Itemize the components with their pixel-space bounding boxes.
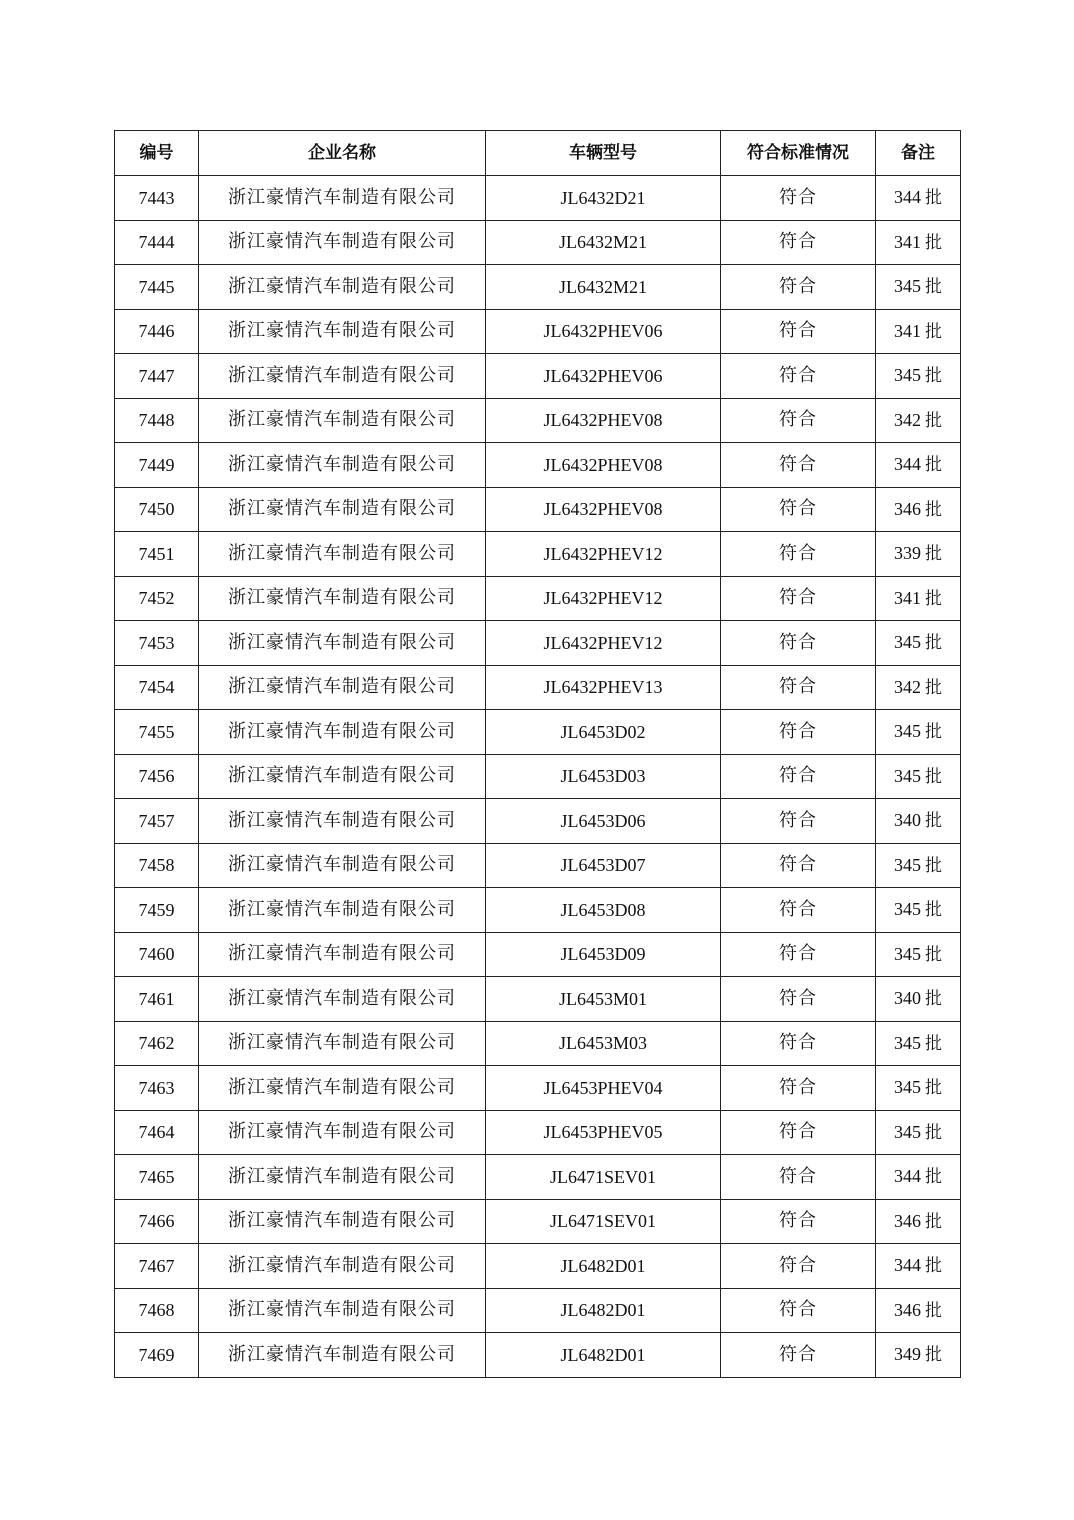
cell-model: JL6453D06 bbox=[486, 799, 721, 844]
cell-company: 浙江豪情汽车制造有限公司 bbox=[199, 176, 486, 221]
batch-number: 345 bbox=[894, 1032, 921, 1053]
cell-status: 符合 bbox=[721, 1333, 876, 1378]
table-row bbox=[115, 1155, 961, 1200]
cell-status: 符合 bbox=[721, 1288, 876, 1333]
cell-id: 7452 bbox=[115, 576, 199, 621]
cell-status: 符合 bbox=[721, 710, 876, 755]
batch-unit: 批 bbox=[925, 900, 942, 921]
cell-id: 7461 bbox=[115, 977, 199, 1022]
cell-status: 符合 bbox=[721, 354, 876, 399]
cell-id: 7451 bbox=[115, 532, 199, 577]
batch-number: 344 bbox=[894, 454, 921, 475]
table-row bbox=[115, 443, 961, 488]
cell-model: JL6432PHEV08 bbox=[486, 487, 721, 532]
cell-company: 浙江豪情汽车制造有限公司 bbox=[199, 710, 486, 755]
batch-number: 342 bbox=[894, 409, 921, 430]
cell-company: 浙江豪情汽车制造有限公司 bbox=[199, 888, 486, 933]
batch-unit: 批 bbox=[925, 1122, 942, 1143]
cell-note bbox=[876, 176, 961, 221]
cell-status: 符合 bbox=[721, 398, 876, 443]
batch-unit: 批 bbox=[925, 588, 942, 609]
batch-number: 344 bbox=[894, 1255, 921, 1276]
cell-note bbox=[876, 576, 961, 621]
cell-company: 浙江豪情汽车制造有限公司 bbox=[199, 1110, 486, 1155]
cell-id: 7448 bbox=[115, 398, 199, 443]
table-row bbox=[115, 309, 961, 354]
table-row bbox=[115, 220, 961, 265]
table-row bbox=[115, 1199, 961, 1244]
cell-status: 符合 bbox=[721, 1066, 876, 1111]
table-row bbox=[115, 265, 961, 310]
batch-number: 346 bbox=[894, 1210, 921, 1231]
cell-id: 7462 bbox=[115, 1021, 199, 1066]
batch-unit: 批 bbox=[925, 855, 942, 876]
cell-company: 浙江豪情汽车制造有限公司 bbox=[199, 932, 486, 977]
batch-unit: 批 bbox=[925, 677, 942, 698]
cell-company: 浙江豪情汽车制造有限公司 bbox=[199, 799, 486, 844]
cell-model: JL6432PHEV12 bbox=[486, 576, 721, 621]
batch-number: 346 bbox=[894, 1299, 921, 1320]
header-model: 车辆型号 bbox=[486, 131, 721, 176]
cell-model: JL6453PHEV05 bbox=[486, 1110, 721, 1155]
header-id: 编号 bbox=[115, 131, 199, 176]
cell-id: 7469 bbox=[115, 1333, 199, 1378]
cell-company: 浙江豪情汽车制造有限公司 bbox=[199, 665, 486, 710]
table-body bbox=[115, 176, 961, 1378]
vehicle-compliance-table bbox=[114, 130, 961, 1378]
cell-id: 7464 bbox=[115, 1110, 199, 1155]
cell-id: 7453 bbox=[115, 621, 199, 666]
cell-model: JL6432PHEV08 bbox=[486, 398, 721, 443]
cell-note bbox=[876, 1199, 961, 1244]
cell-note bbox=[876, 1288, 961, 1333]
cell-model: JL6453PHEV04 bbox=[486, 1066, 721, 1111]
batch-number: 341 bbox=[894, 231, 921, 252]
cell-note bbox=[876, 398, 961, 443]
cell-model: JL6432PHEV13 bbox=[486, 665, 721, 710]
cell-company: 浙江豪情汽车制造有限公司 bbox=[199, 576, 486, 621]
table-row bbox=[115, 754, 961, 799]
cell-note bbox=[876, 220, 961, 265]
cell-company: 浙江豪情汽车制造有限公司 bbox=[199, 1155, 486, 1200]
batch-unit: 批 bbox=[925, 544, 942, 565]
cell-id: 7457 bbox=[115, 799, 199, 844]
batch-unit: 批 bbox=[925, 366, 942, 387]
cell-status: 符合 bbox=[721, 799, 876, 844]
cell-company: 浙江豪情汽车制造有限公司 bbox=[199, 443, 486, 488]
cell-status: 符合 bbox=[721, 932, 876, 977]
cell-company: 浙江豪情汽车制造有限公司 bbox=[199, 1066, 486, 1111]
batch-number: 349 bbox=[894, 1344, 921, 1365]
table-row bbox=[115, 977, 961, 1022]
batch-unit: 批 bbox=[925, 944, 942, 965]
table-row bbox=[115, 1333, 961, 1378]
batch-number: 342 bbox=[894, 676, 921, 697]
cell-model: JL6432PHEV08 bbox=[486, 443, 721, 488]
cell-status: 符合 bbox=[721, 1021, 876, 1066]
cell-model: JL6453D02 bbox=[486, 710, 721, 755]
batch-unit: 批 bbox=[925, 321, 942, 342]
cell-company: 浙江豪情汽车制造有限公司 bbox=[199, 621, 486, 666]
table-row bbox=[115, 843, 961, 888]
header-company: 企业名称 bbox=[199, 131, 486, 176]
batch-unit: 批 bbox=[925, 1167, 942, 1188]
cell-status: 符合 bbox=[721, 754, 876, 799]
cell-company: 浙江豪情汽车制造有限公司 bbox=[199, 1333, 486, 1378]
batch-unit: 批 bbox=[925, 1211, 942, 1232]
cell-company: 浙江豪情汽车制造有限公司 bbox=[199, 532, 486, 577]
cell-status: 符合 bbox=[721, 176, 876, 221]
cell-note bbox=[876, 1333, 961, 1378]
table-row bbox=[115, 354, 961, 399]
cell-company: 浙江豪情汽车制造有限公司 bbox=[199, 220, 486, 265]
cell-id: 7445 bbox=[115, 265, 199, 310]
table-row bbox=[115, 621, 961, 666]
batch-unit: 批 bbox=[925, 1345, 942, 1366]
cell-status: 符合 bbox=[721, 843, 876, 888]
batch-number: 346 bbox=[894, 498, 921, 519]
batch-unit: 批 bbox=[925, 277, 942, 298]
cell-note bbox=[876, 932, 961, 977]
cell-note bbox=[876, 1110, 961, 1155]
table-row bbox=[115, 932, 961, 977]
cell-status: 符合 bbox=[721, 888, 876, 933]
table-row bbox=[115, 710, 961, 755]
cell-company: 浙江豪情汽车制造有限公司 bbox=[199, 1199, 486, 1244]
batch-number: 341 bbox=[894, 587, 921, 608]
cell-model: JL6432PHEV06 bbox=[486, 309, 721, 354]
cell-company: 浙江豪情汽车制造有限公司 bbox=[199, 977, 486, 1022]
cell-note bbox=[876, 1066, 961, 1111]
cell-model: JL6453M03 bbox=[486, 1021, 721, 1066]
batch-number: 345 bbox=[894, 365, 921, 386]
batch-unit: 批 bbox=[925, 811, 942, 832]
batch-number: 340 bbox=[894, 810, 921, 831]
cell-company: 浙江豪情汽车制造有限公司 bbox=[199, 398, 486, 443]
cell-model: JL6453D09 bbox=[486, 932, 721, 977]
cell-id: 7463 bbox=[115, 1066, 199, 1111]
cell-company: 浙江豪情汽车制造有限公司 bbox=[199, 843, 486, 888]
cell-note bbox=[876, 487, 961, 532]
batch-number: 345 bbox=[894, 899, 921, 920]
batch-number: 345 bbox=[894, 276, 921, 297]
cell-id: 7467 bbox=[115, 1244, 199, 1289]
table-row bbox=[115, 799, 961, 844]
cell-company: 浙江豪情汽车制造有限公司 bbox=[199, 1288, 486, 1333]
cell-model: JL6453D08 bbox=[486, 888, 721, 933]
cell-id: 7444 bbox=[115, 220, 199, 265]
cell-model: JL6453D07 bbox=[486, 843, 721, 888]
cell-status: 符合 bbox=[721, 1199, 876, 1244]
cell-model: JL6432D21 bbox=[486, 176, 721, 221]
table-row bbox=[115, 1021, 961, 1066]
cell-company: 浙江豪情汽车制造有限公司 bbox=[199, 754, 486, 799]
batch-number: 345 bbox=[894, 1121, 921, 1142]
table-row bbox=[115, 665, 961, 710]
cell-model: JL6453D03 bbox=[486, 754, 721, 799]
cell-id: 7460 bbox=[115, 932, 199, 977]
cell-id: 7449 bbox=[115, 443, 199, 488]
cell-id: 7458 bbox=[115, 843, 199, 888]
cell-note bbox=[876, 843, 961, 888]
table-row bbox=[115, 1110, 961, 1155]
cell-id: 7446 bbox=[115, 309, 199, 354]
header-status: 符合标准情况 bbox=[721, 131, 876, 176]
cell-model: JL6432PHEV12 bbox=[486, 621, 721, 666]
cell-status: 符合 bbox=[721, 1110, 876, 1155]
cell-model: JL6432PHEV06 bbox=[486, 354, 721, 399]
batch-number: 344 bbox=[894, 187, 921, 208]
batch-number: 345 bbox=[894, 1077, 921, 1098]
batch-unit: 批 bbox=[925, 633, 942, 654]
cell-note bbox=[876, 621, 961, 666]
batch-unit: 批 bbox=[925, 232, 942, 253]
cell-status: 符合 bbox=[721, 487, 876, 532]
batch-unit: 批 bbox=[925, 989, 942, 1010]
batch-number: 345 bbox=[894, 765, 921, 786]
header-note: 备注 bbox=[876, 131, 961, 176]
cell-note bbox=[876, 1021, 961, 1066]
cell-model: JL6432PHEV12 bbox=[486, 532, 721, 577]
cell-id: 7454 bbox=[115, 665, 199, 710]
batch-unit: 批 bbox=[925, 1078, 942, 1099]
cell-id: 7466 bbox=[115, 1199, 199, 1244]
cell-status: 符合 bbox=[721, 1244, 876, 1289]
table-row bbox=[115, 487, 961, 532]
cell-status: 符合 bbox=[721, 265, 876, 310]
cell-note bbox=[876, 309, 961, 354]
batch-number: 345 bbox=[894, 943, 921, 964]
cell-note bbox=[876, 799, 961, 844]
cell-note bbox=[876, 265, 961, 310]
table-row bbox=[115, 398, 961, 443]
cell-status: 符合 bbox=[721, 309, 876, 354]
cell-model: JL6432M21 bbox=[486, 265, 721, 310]
batch-unit: 批 bbox=[925, 410, 942, 431]
batch-number: 339 bbox=[894, 543, 921, 564]
cell-company: 浙江豪情汽车制造有限公司 bbox=[199, 354, 486, 399]
cell-company: 浙江豪情汽车制造有限公司 bbox=[199, 1021, 486, 1066]
cell-note bbox=[876, 710, 961, 755]
cell-id: 7447 bbox=[115, 354, 199, 399]
cell-company: 浙江豪情汽车制造有限公司 bbox=[199, 487, 486, 532]
cell-model: JL6453M01 bbox=[486, 977, 721, 1022]
cell-status: 符合 bbox=[721, 532, 876, 577]
cell-id: 7455 bbox=[115, 710, 199, 755]
cell-note bbox=[876, 1155, 961, 1200]
cell-model: JL6482D01 bbox=[486, 1288, 721, 1333]
cell-model: JL6432M21 bbox=[486, 220, 721, 265]
batch-number: 345 bbox=[894, 632, 921, 653]
cell-model: JL6471SEV01 bbox=[486, 1199, 721, 1244]
cell-note bbox=[876, 443, 961, 488]
cell-company: 浙江豪情汽车制造有限公司 bbox=[199, 1244, 486, 1289]
table-row bbox=[115, 888, 961, 933]
cell-note bbox=[876, 888, 961, 933]
cell-status: 符合 bbox=[721, 1155, 876, 1200]
cell-id: 7468 bbox=[115, 1288, 199, 1333]
batch-number: 341 bbox=[894, 320, 921, 341]
cell-id: 7450 bbox=[115, 487, 199, 532]
batch-unit: 批 bbox=[925, 1033, 942, 1054]
cell-status: 符合 bbox=[721, 665, 876, 710]
cell-note bbox=[876, 1244, 961, 1289]
cell-status: 符合 bbox=[721, 443, 876, 488]
table-row bbox=[115, 1288, 961, 1333]
batch-unit: 批 bbox=[925, 455, 942, 476]
batch-unit: 批 bbox=[925, 499, 942, 520]
cell-status: 符合 bbox=[721, 576, 876, 621]
cell-model: JL6471SEV01 bbox=[486, 1155, 721, 1200]
table-row bbox=[115, 176, 961, 221]
cell-id: 7459 bbox=[115, 888, 199, 933]
table-row bbox=[115, 576, 961, 621]
cell-note bbox=[876, 977, 961, 1022]
cell-company: 浙江豪情汽车制造有限公司 bbox=[199, 265, 486, 310]
cell-status: 符合 bbox=[721, 621, 876, 666]
batch-unit: 批 bbox=[925, 188, 942, 209]
cell-status: 符合 bbox=[721, 977, 876, 1022]
cell-id: 7465 bbox=[115, 1155, 199, 1200]
table-row bbox=[115, 532, 961, 577]
batch-unit: 批 bbox=[925, 722, 942, 743]
cell-note bbox=[876, 532, 961, 577]
cell-model: JL6482D01 bbox=[486, 1244, 721, 1289]
table-row bbox=[115, 1066, 961, 1111]
table-row bbox=[115, 1244, 961, 1289]
batch-number: 344 bbox=[894, 1166, 921, 1187]
cell-note bbox=[876, 754, 961, 799]
batch-number: 345 bbox=[894, 854, 921, 875]
cell-model: JL6482D01 bbox=[486, 1333, 721, 1378]
table-header-row bbox=[115, 131, 961, 176]
cell-id: 7456 bbox=[115, 754, 199, 799]
batch-unit: 批 bbox=[925, 1256, 942, 1277]
cell-note bbox=[876, 665, 961, 710]
batch-unit: 批 bbox=[925, 766, 942, 787]
cell-company: 浙江豪情汽车制造有限公司 bbox=[199, 309, 486, 354]
cell-id: 7443 bbox=[115, 176, 199, 221]
batch-unit: 批 bbox=[925, 1300, 942, 1321]
batch-number: 345 bbox=[894, 721, 921, 742]
cell-note bbox=[876, 354, 961, 399]
cell-status: 符合 bbox=[721, 220, 876, 265]
batch-number: 340 bbox=[894, 988, 921, 1009]
